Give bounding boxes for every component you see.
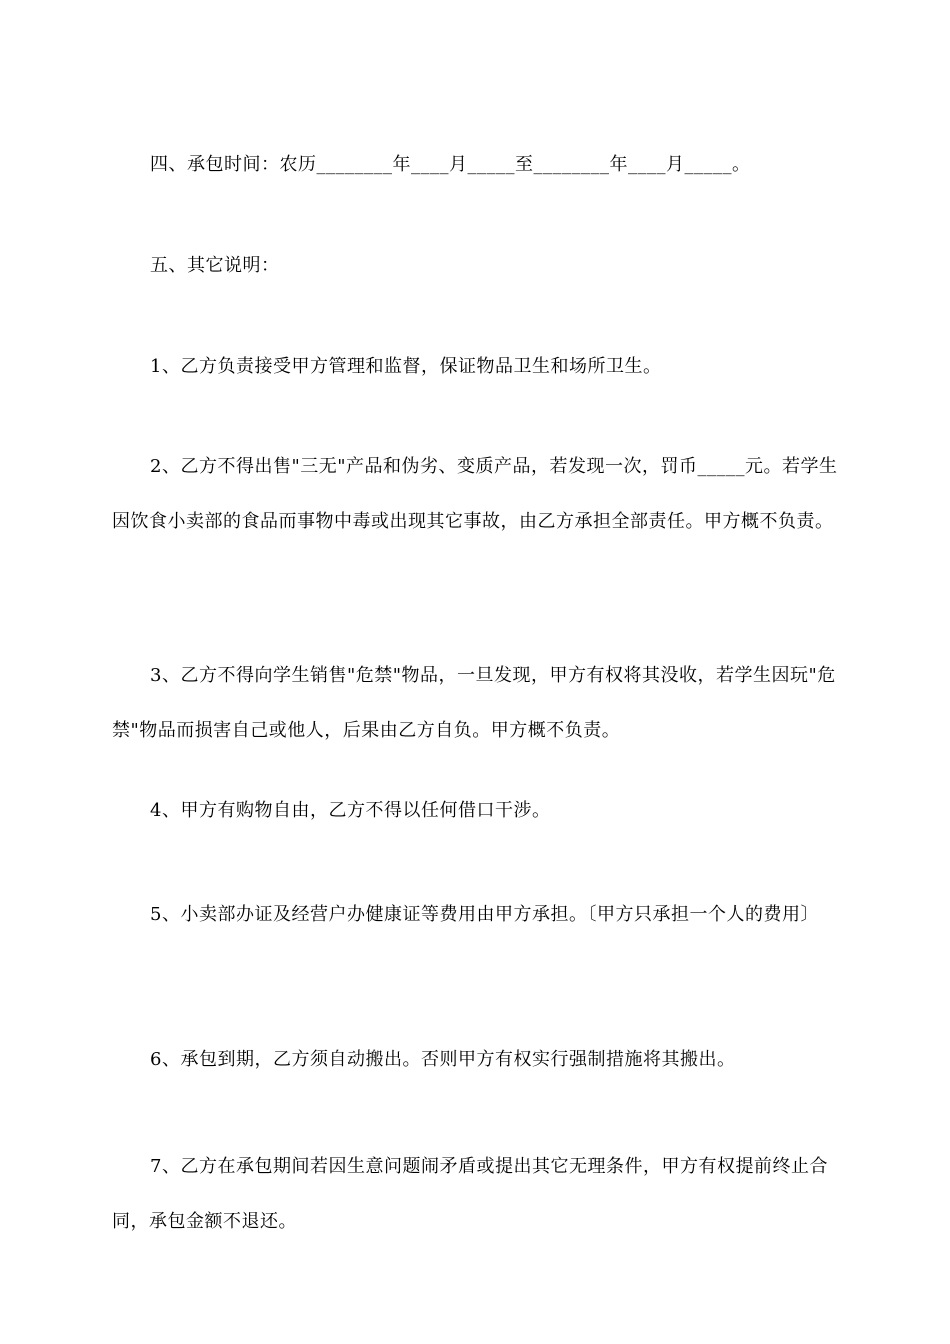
note-item-3: 3、乙方不得向学生销售"危禁"物品，一旦发现，甲方有权将其没收，若学生因玩"危禁"物品而损害自己或他人，后果由乙方自负。甲方概不负责。 (112, 665, 836, 741)
note-item-1: 1、乙方负责接受甲方管理和监督，保证物品卫生和场所卫生。 (150, 356, 662, 377)
note-item-7: 7、乙方在承包期间若因生意问题闹矛盾或提出其它无理条件，甲方有权提前终止合同，承包金额不退还。 (112, 1156, 828, 1232)
note-item-2: 2、乙方不得出售"三无"产品和伪劣、变质产品，若发现一次，罚币_____元。若学生因饮食小卖部的食品而事物中毒或出现其它事故，由乙方承担全部责任。甲方概不负责。 (112, 456, 838, 532)
clause-contract-period: 四、承包时间：农历________年____月_____至________年____月_____。 (150, 154, 751, 175)
section-other-notes-heading: 五、其它说明： (150, 255, 280, 276)
note-item-6: 6、承包到期，乙方须自动搬出。否则甲方有权实行强制措施将其搬出。 (150, 1049, 736, 1070)
note-item-5: 5、小卖部办证及经营户办健康证等费用由甲方承担。〔甲方只承担一个人的费用〕 (150, 904, 819, 925)
note-item-4: 4、甲方有购物自由，乙方不得以任何借口干涉。 (150, 800, 551, 821)
